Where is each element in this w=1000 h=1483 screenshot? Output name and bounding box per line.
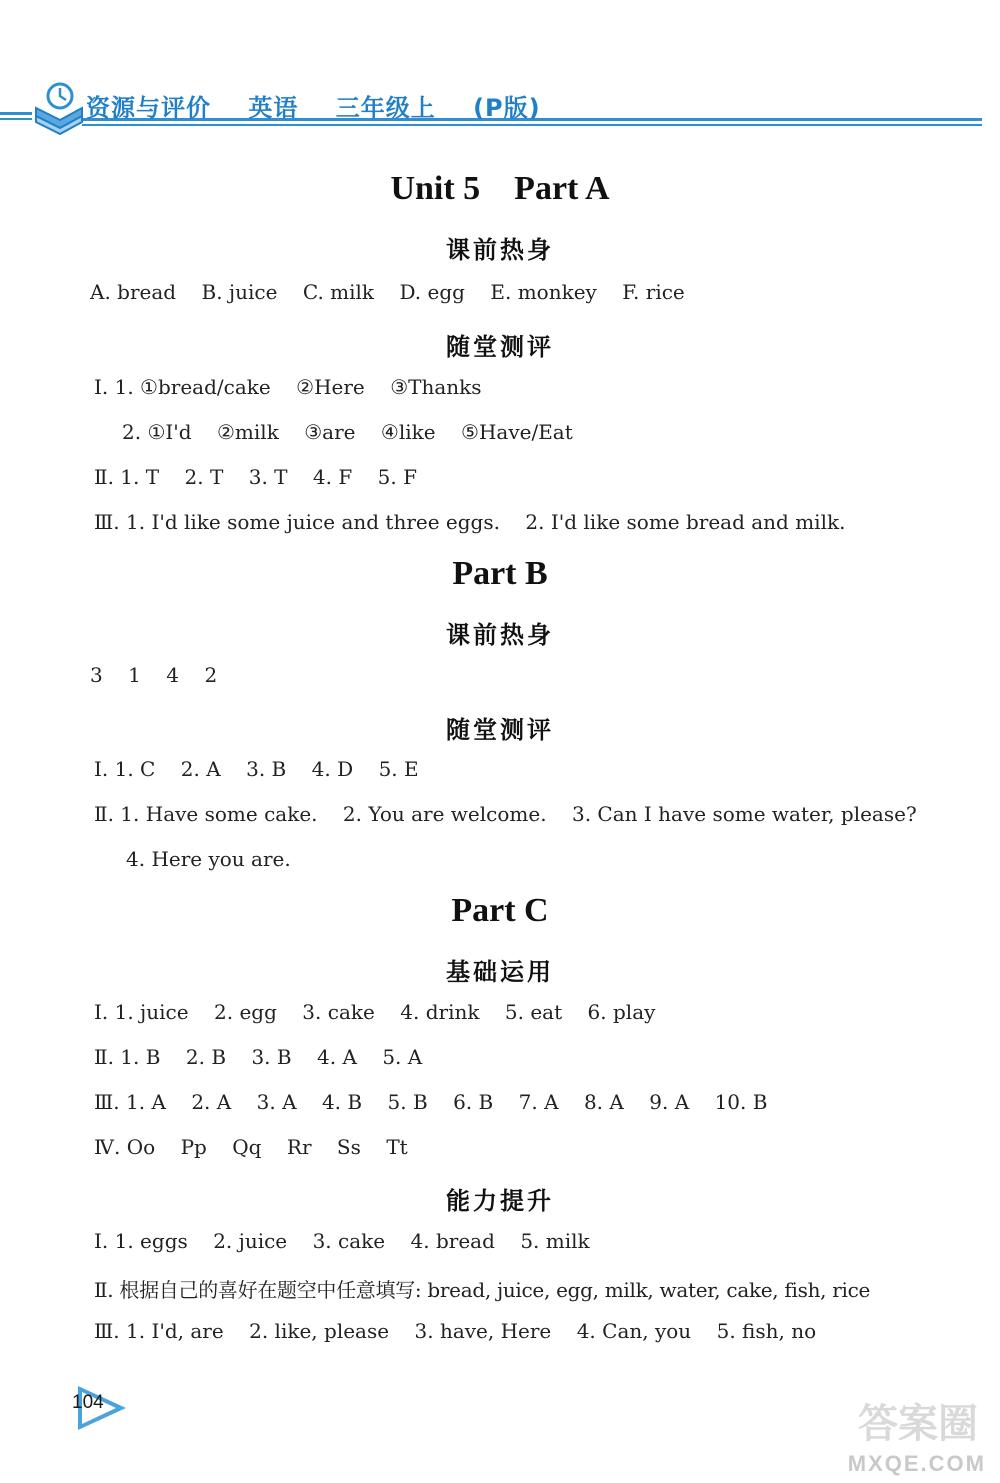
partA-II: Ⅱ. 1. T 2. T 3. T 4. F 5. F bbox=[94, 465, 417, 489]
partA-test-heading: 随堂测评 bbox=[446, 333, 554, 361]
partC-ability-II: Ⅱ. 根据自己的喜好在题空中任意填写: bread, juice, egg, milk, water, cake, fish, rice bbox=[94, 1278, 871, 1302]
partB-test-heading: 随堂测评 bbox=[446, 716, 554, 744]
partC-ability-heading: 能力提升 bbox=[446, 1187, 554, 1215]
books-logo-icon bbox=[30, 78, 86, 142]
watermark-cn: 答案圈 bbox=[858, 1401, 978, 1447]
header-subject: 英语 bbox=[248, 94, 299, 122]
partB-title: Part B bbox=[452, 555, 548, 592]
header-grade: 三年级上 bbox=[335, 94, 436, 122]
partC-title: Part C bbox=[451, 892, 549, 929]
partB-II-2: 4. Here you are. bbox=[126, 847, 291, 871]
header-edition: (P版) bbox=[473, 94, 541, 122]
page-number: 104 bbox=[72, 1392, 104, 1413]
partA-I-1: Ⅰ. 1. ①bread/cake ②Here ③Thanks bbox=[94, 375, 482, 399]
partC-II: Ⅱ. 1. B 2. B 3. B 4. A 5. A bbox=[94, 1045, 423, 1069]
header-brand-name: 资源与评价 bbox=[86, 94, 211, 122]
watermark-url: MXQE.COM bbox=[847, 1451, 986, 1476]
partB-II-1: Ⅱ. 1. Have some cake. 2. You are welcome. 3. Can I have some water, please? bbox=[94, 802, 917, 826]
partC-basic-heading: 基础运用 bbox=[446, 958, 554, 986]
partA-warmup-line: A. bread B. juice C. milk D. egg E. monkey F. rice bbox=[90, 280, 685, 304]
header-rule-main-2 bbox=[82, 124, 982, 126]
partA-warmup-heading: 课前热身 bbox=[446, 236, 554, 264]
header-rule-left-2 bbox=[0, 118, 32, 120]
header-rule-left bbox=[0, 112, 32, 115]
partA-I-2: 2. ①I'd ②milk ③are ④like ⑤Have/Eat bbox=[122, 420, 573, 444]
partC-IV: Ⅳ. Oo Pp Qq Rr Ss Tt bbox=[94, 1135, 408, 1159]
unit-title: Unit 5 Part A bbox=[390, 170, 610, 207]
header-brand bbox=[86, 88, 541, 123]
partA-III: Ⅲ. 1. I'd like some juice and three eggs. 2. I'd like some bread and milk. bbox=[94, 510, 846, 534]
partC-III: Ⅲ. 1. A 2. A 3. A 4. B 5. B 6. B 7. A 8. A 9. A 10. B bbox=[94, 1090, 768, 1114]
partC-ability-I: Ⅰ. 1. eggs 2. juice 3. cake 4. bread 5. milk bbox=[94, 1229, 590, 1253]
partC-ability-III: Ⅲ. 1. I'd, are 2. like, please 3. have, Here 4. Can, you 5. fish, no bbox=[94, 1319, 817, 1343]
partB-I: Ⅰ. 1. C 2. A 3. B 4. D 5. E bbox=[94, 757, 419, 781]
partC-I: Ⅰ. 1. juice 2. egg 3. cake 4. drink 5. eat 6. play bbox=[94, 1000, 656, 1024]
partB-warmup-heading: 课前热身 bbox=[446, 621, 554, 649]
partB-warmup-line: 3 1 4 2 bbox=[90, 663, 218, 687]
